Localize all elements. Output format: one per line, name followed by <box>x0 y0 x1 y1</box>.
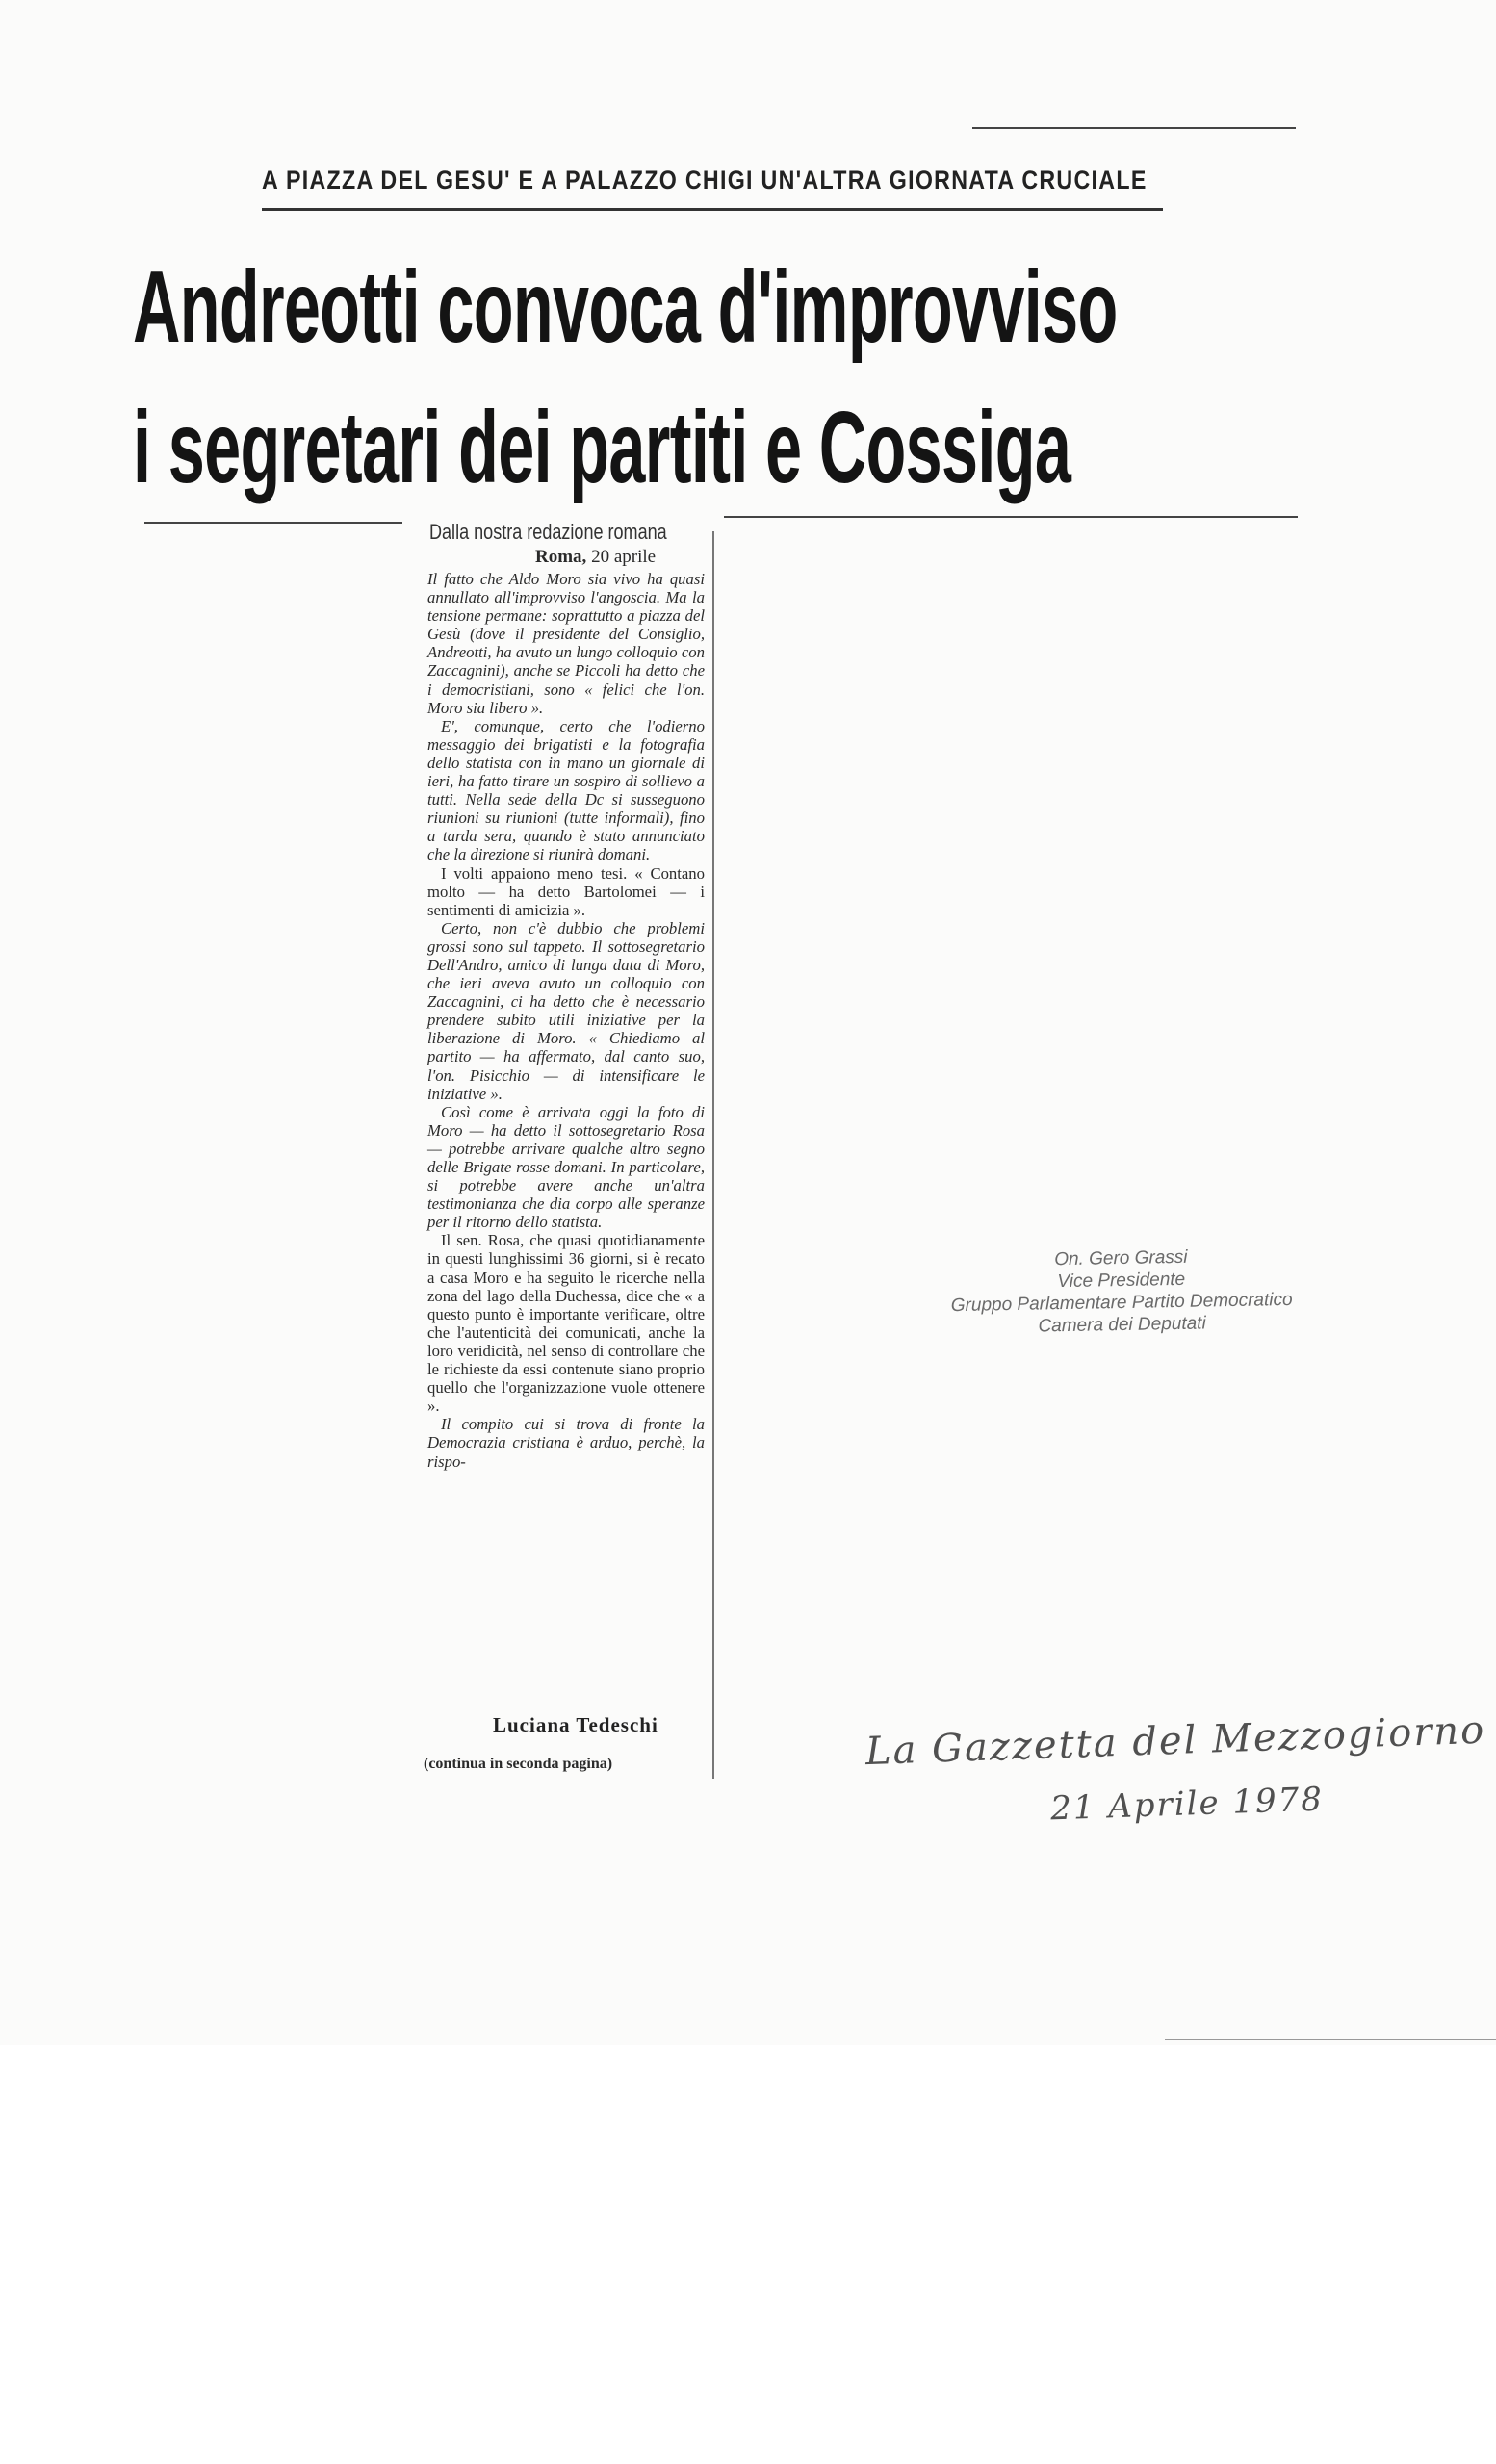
dateline <box>535 547 656 568</box>
column-right-rule <box>712 531 714 1779</box>
article-paragraph: E', comunque, certo che l'odierno messaggio dei brigatisti e la fotografia dello statista con in mano un giornale di ieri, ha fatto tirare un sospiro di sollievo a tutti. Nella sede della Dc si susseguono riunioni su riunioni (tutte informali), fino a tarda sera, quando è stato annunciato che la direzione si riunirà domani. <box>427 716 705 864</box>
stamp-group: Gruppo Parlamentare Partito Democratico <box>950 1289 1293 1317</box>
dateline-date: 20 aprile <box>591 547 657 567</box>
author-signature: Luciana Tedeschi <box>493 1713 658 1736</box>
continuation-note: (continua in seconda pagina) <box>424 1756 613 1772</box>
byline-left-rule <box>144 522 402 524</box>
handwritten-source-note <box>864 1703 1486 1847</box>
headline-line-2: i segretari dei partiti e Cossiga <box>133 391 1071 504</box>
byline: Dalla nostra redazione romana <box>429 520 667 544</box>
article-paragraph: Il sen. Rosa, che quasi quotidianamente in questi lunghissimi 36 giorni, si è recato a casa Moro e ha seguito le ricerche nella zona del lago della Duchessa, dice che « a questo punto è importante verificare, oltre che l'autenticità dei comunicati, anche la loro veridicità, nel senso di controllare che le richieste da essi contenute siano proprio quello che l'organizzazione vuole ottenere ». <box>427 1231 705 1416</box>
kicker-underline <box>262 208 1163 211</box>
article-paragraph: Certo, non c'è dubbio che problemi grossi sono sul tappeto. Il sottosegretario Dell'Andro, amico di lunga data di Moro, che ieri aveva avuto un colloquio con Zaccagnini, ci ha detto che è necessario prendere subito utili iniziative per la liberazione di Moro. « Chiediamo al partito — ha affermato, dal canto suo, l'on. Pisicchio — di intensificare le iniziative ». <box>427 918 705 1103</box>
headline <box>133 237 1118 518</box>
headline-line-1: Andreotti convoca d'improvviso <box>133 250 1118 364</box>
article-paragraph: Il compito cui si trova di fronte la Democrazia cristiana è arduo, perchè, la rispo- <box>427 1415 705 1471</box>
dateline-place: Roma, <box>535 547 587 567</box>
bottom-right-rule <box>1165 2039 1496 2040</box>
stamp-name: On. Gero Grassi <box>1054 1246 1188 1270</box>
top-right-rule <box>972 127 1296 129</box>
stamp-chamber: Camera dei Deputati <box>1038 1313 1206 1337</box>
article-body <box>427 570 705 1471</box>
article-paragraph: Così come è arrivata oggi la foto di Moro — ha detto il sottosegretario Rosa — potrebbe arrivare qualche altro segno delle Brigate rosse domani. In particolare, si potrebbe avere anche un'altra testimonianza che dia corpo alle speranze per il ritorno dello statista. <box>427 1102 705 1232</box>
article-paragraph: Il fatto che Aldo Moro sia vivo ha quasi annullato all'improvviso l'angoscia. Ma la tensione permane: soprattutto a piazza del Gesù (dove il presidente del Consiglio, Andreotti, ha avuto un lungo colloquio con Zaccagnini), anche se Piccoli ha detto che i democristiani, sono « felici che l'on. Moro sia libero ». <box>427 570 705 717</box>
deputy-stamp <box>894 1244 1349 1340</box>
stamp-role: Vice Presidente <box>1057 1269 1186 1293</box>
handwritten-newspaper: La Gazzetta del Mezzogiorno <box>864 1707 1486 1775</box>
handwritten-date: 21 Aprile 1978 <box>1049 1780 1325 1829</box>
article-paragraph: I volti appaiono meno tesi. « Contano molto — ha detto Bartolomei — i sentimenti di amicizia ». <box>427 863 705 919</box>
kicker: A PIAZZA DEL GESU' E A PALAZZO CHIGI UN'ALTRA GIORNATA CRUCIALE <box>262 166 1148 194</box>
